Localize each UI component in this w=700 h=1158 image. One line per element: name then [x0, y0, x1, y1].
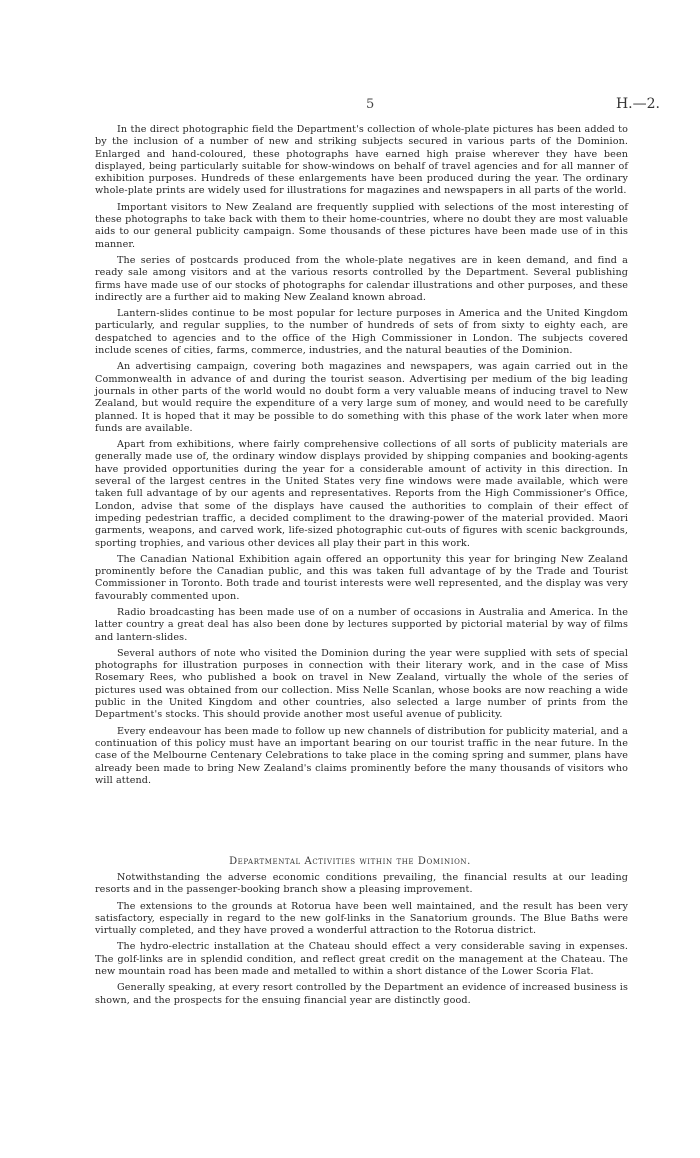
paragraph: Important visitors to New Zealand are frequently supplied with selections of the most interesting of these photographs to take back with them to their home-countries, where no doubt they are most valuable aids to our general publicity campaign. Some thousands of these pictures have been made use of in this manner.: [95, 201, 628, 250]
departmental-activities-section: [95, 872, 628, 1011]
paragraph: Apart from exhibitions, where fairly comprehensive collections of all sorts of publicity materials are generally made use of, the ordinary window displays provided by shipping companies and booking-agents have provided opportunities during the year for a considerable amount of activity in this direction. In several of the largest centres in the United States very fine windows were made available, which were taken full advantage of by our agents and representatives. Reports from the High Commissioner's Office, London, advise that some of the displays have caused the authorities to complain of their effect of impeding pedestrian traffic, a decided compliment to the drawing-power of the material provided. Maori garments, weapons, and carved work, life-sized photographic cut-outs of figures with scenic backgrounds, sporting trophies, and various other devices all play their part in this work.: [95, 439, 628, 549]
paragraph: An advertising campaign, covering both magazines and newspapers, was again carried out in the Commonwealth in advance of and during the tourist season. Advertising per medium of the big leading journals in other parts of the world would no doubt form a very valuable means of inducing travel to New Zealand, but would require the expenditure of a very large sum of money, and would need to be carefully planned. It is hoped that it may be possible to do something with this phase of the work later when more funds are available.: [95, 361, 628, 434]
document-reference: H.—2.: [615, 96, 660, 112]
publicity-section: [95, 124, 628, 791]
paragraph: In the direct photographic field the Department's collection of whole-plate pictures has been added to by the inclusion of a number of new and striking subjects secured in various parts of the Dominion. Enlarged and hand-coloured, these photographs have earned high praise wherever they have been displayed, being particularly suitable for show-windows on behalf of travel agencies and for all manner of exhibition purposes. Hundreds of these enlargements have been produced during the year. The ordinary whole-plate prints are widely used for illustrations for magazines and newspapers in all parts of the world.: [95, 124, 628, 197]
paragraph: Several authors of note who visited the Dominion during the year were supplied with sets of special photographs for illustration purposes in connection with their literary work, and in the case of Miss Rosemary Rees, who published a book on travel in New Zealand, virtually the whole of the series of pictures used was obtained from our collection. Miss Nelle Scanlan, whose books are now reaching a wide public in the United Kingdom and other countries, also selected a large number of prints from the Department's stocks. This should provide another most useful avenue of publicity.: [95, 647, 628, 721]
section-heading: Departmental Activities within the Dominion.: [229, 856, 471, 867]
page-number: 5: [366, 97, 375, 112]
paragraph: The hydro-electric installation at the Chateau should effect a very considerable saving in expenses. The golf-links are in splendid condition, and reflect great credit on the management at the Chateau. The new mountain road has been made and metalled to within a short distance of the Lower Scoria Flat.: [95, 941, 628, 978]
paragraph: Every endeavour has been made to follow up new channels of distribution for publicity material, and a continuation of this policy must have an important bearing on our tourist traffic in the near future. In the case of the Melbourne Centenary Celebrations to take place in the coming spring and summer, plans have already been made to bring New Zealand's claims prominently before the many thousands of visitors who will attend.: [95, 725, 628, 786]
paragraph: Generally speaking, at every resort controlled by the Department an evidence of increased business is shown, and the prospects for the ensuing financial year are distinctly good.: [95, 982, 628, 1006]
paragraph: Notwithstanding the adverse economic conditions prevailing, the financial results at our leading resorts and in the passenger-booking branch show a pleasing improvement.: [95, 872, 628, 896]
paragraph: The Canadian National Exhibition again offered an opportunity this year for bringing New Zealand prominently before the Canadian public, and this was taken full advantage of by the Trade and Tourist Commissioner in Toronto. Both trade and tourist interests were well represented, and the display was very favourably commented upon.: [95, 553, 628, 602]
paragraph: Lantern-slides continue to be most popular for lecture purposes in America and the United Kingdom particularly, and regular supplies, to the number of hundreds of sets of from sixty to eighty each, are despatched to agencies and to the office of the High Commissioner in London. The subjects covered include scenes of cities, farms, commerce, industries, and the natural beauties of the Dominion.: [95, 308, 628, 357]
paragraph: The extensions to the grounds at Rotorua have been well maintained, and the result has been very satisfactory, especially in regard to the new golf-links in the Sanatorium grounds. The Blue Baths were virtually completed, and they have proved a wonderful attraction to the Rotorua district.: [95, 900, 628, 937]
paragraph: The series of postcards produced from the whole-plate negatives are in keen demand, and find a ready sale among visitors and at the various resorts controlled by the Department. Several publishing firms have made use of our stocks of photographs for calendar illustrations and other purposes, and these indirectly are a further aid to making New Zealand known abroad.: [95, 254, 628, 303]
paragraph: Radio broadcasting has been made use of on a number of occasions in Australia and America. In the latter country a great deal has also been done by lectures supported by pictorial material by way of films and lantern-slides.: [95, 606, 628, 643]
